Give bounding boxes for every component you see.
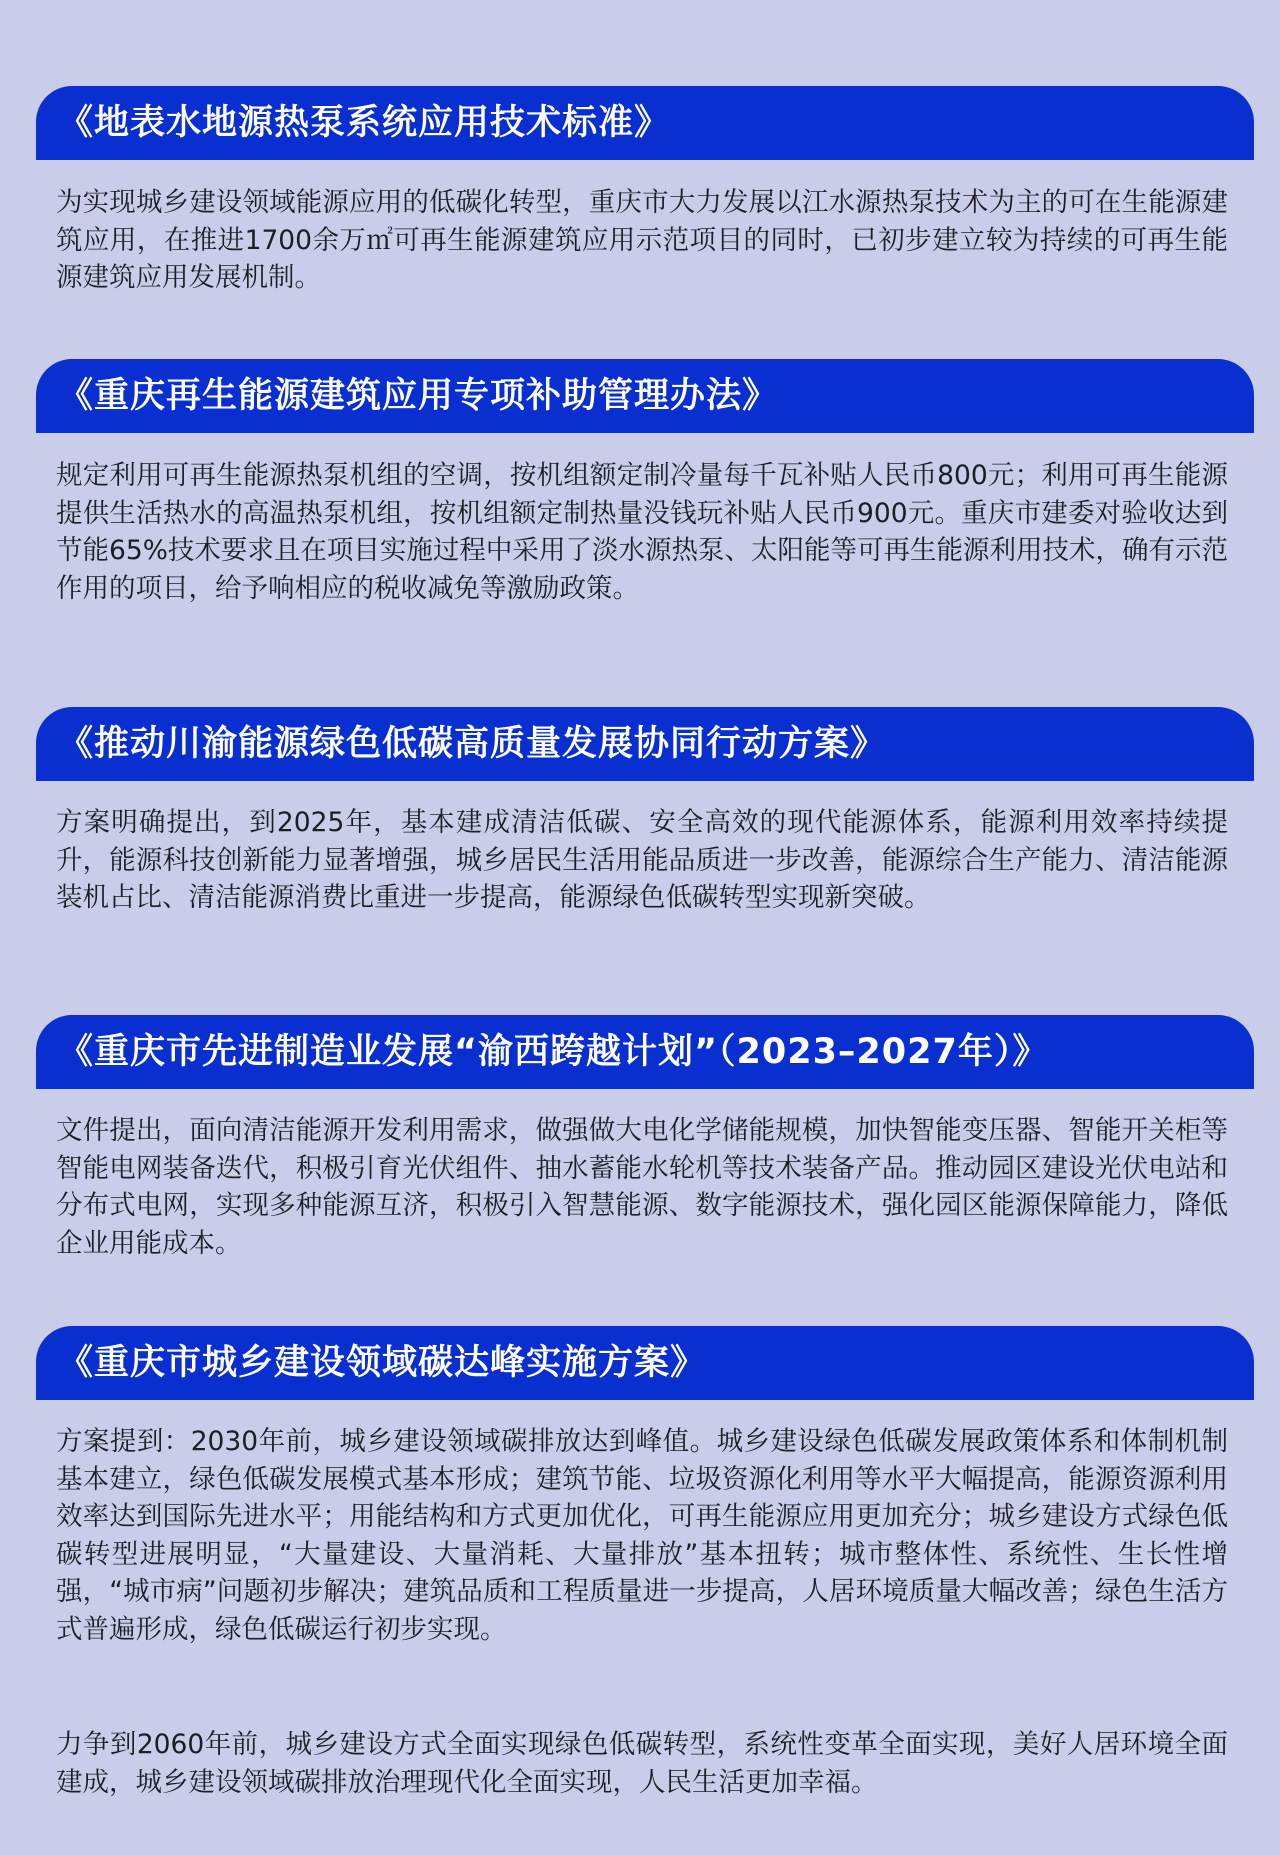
section-header-3 [36, 707, 1254, 781]
section-body-4: 文件提出，面向清洁能源开发利用需求，做强做大电化学储能规模，加快智能变压器、智能开关柜等智能电网装备迭代，积极引育光伏组件、抽水蓄能水轮机等技术装备产品。推动园区建设光伏电站和分布式电网，实现多种能源互济，积极引入智慧能源、数字能源技术，强化园区能源保障能力，降低企业用能成本。 [56, 1115, 1228, 1259]
section-title-3: 《推动川渝能源绿色低碳高质量发展协同行动方案》 [58, 724, 887, 764]
section-title-1: 《地表水地源热泵系统应用技术标准》 [58, 103, 671, 143]
section-header-4 [36, 1015, 1254, 1089]
section-title-4: 《重庆市先进制造业发展“渝西跨越计划”（2023–2027年）》 [58, 1032, 1049, 1072]
section-body-1: 为实现城乡建设领域能源应用的低碳化转型，重庆市大力发展以江水源热泵技术为主的可在生能源建筑应用，在推进1700余万㎡可再生能源建筑应用示范项目的同时，已初步建立较为持续的可再生能源建筑应用发展机制。 [56, 187, 1228, 293]
section-body-2: 规定利用可再生能源热泵机组的空调，按机组额定制冷量每千瓦补贴人民币800元；利用可再生能源提供生活热水的高温热泵机组，按机组额定制热量没钱玩补贴人民币900元。重庆市建委对验收达到节能65%技术要求且在项目实施过程中采用了淡水源热泵、太阳能等可再生能源利用技术，确有示范作用的项目，给予响相应的税收减免等激励政策。 [56, 460, 1228, 604]
section-body-3: 方案明确提出，到2025年，基本建成清洁低碳、安全高效的现代能源体系，能源利用效率持续提升，能源科技创新能力显著增强，城乡居民生活用能品质进一步改善，能源综合生产能力、清洁能源装机占比、清洁能源消费比重进一步提高，能源绿色低碳转型实现新突破。 [56, 807, 1228, 913]
section-title-5: 《重庆市城乡建设领域碳达峰实施方案》 [58, 1343, 707, 1383]
section-title-2: 《重庆再生能源建筑应用专项补助管理办法》 [58, 376, 779, 416]
section-body-5-para-1: 方案提到：2030年前，城乡建设领域碳排放达到峰值。城乡建设绿色低碳发展政策体系和体制机制基本建立，绿色低碳发展模式基本形成；建筑节能、垃圾资源化利用等水平大幅提高，能源资源利用效率达到国际先进水平；用能结构和方式更加优化，可再生能源应用更加充分；城乡建设方式绿色低碳转型进展明显，“大量建设、大量消耗、大量排放”基本扭转；城市整体性、系统性、生长性增强，“城市病”问题初步解决；建筑品质和工程质量进一步提高，人居环境质量大幅改善；绿色生活方式普遍形成，绿色低碳运行初步实现。 [56, 1426, 1228, 1645]
section-header-5 [36, 1326, 1254, 1400]
section-header-2 [36, 359, 1254, 433]
section-body-5-para-2: 力争到2060年前，城乡建设方式全面实现绿色低碳转型，系统性变革全面实现，美好人居环境全面建成，城乡建设领域碳排放治理现代化全面实现，人民生活更加幸福。 [56, 1729, 1228, 1798]
section-header-1 [36, 86, 1254, 160]
